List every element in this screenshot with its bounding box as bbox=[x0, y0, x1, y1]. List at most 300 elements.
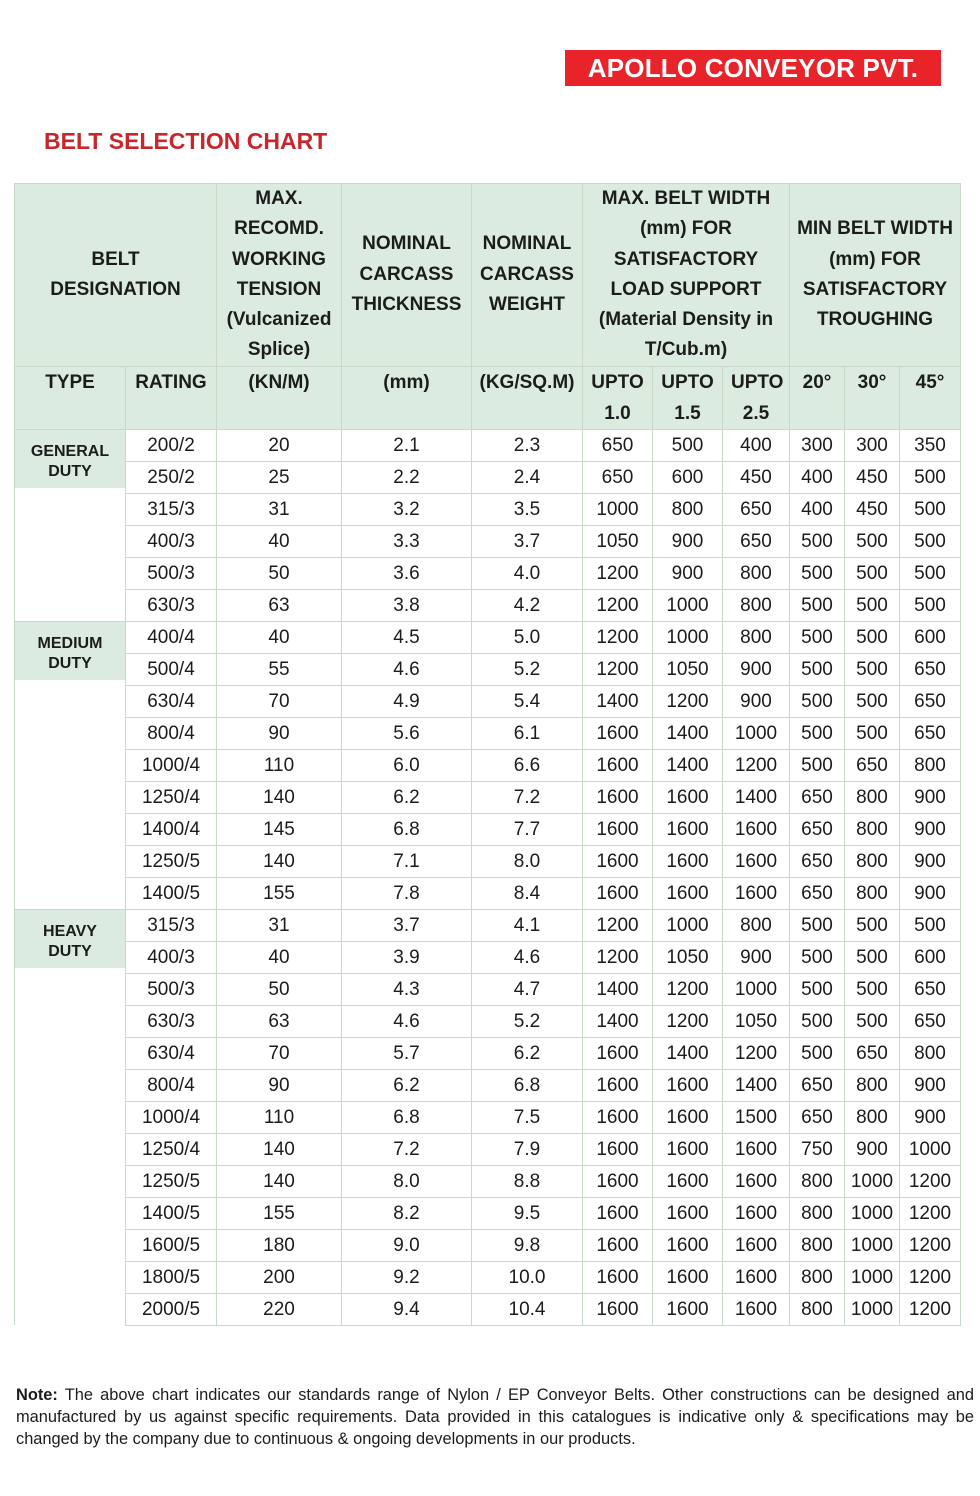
min-width-20-cell: 500 bbox=[790, 589, 845, 621]
min-width-30-cell: 500 bbox=[845, 973, 900, 1005]
width-upto-2-5-cell: 1600 bbox=[723, 1229, 790, 1261]
min-width-20-cell: 500 bbox=[790, 557, 845, 589]
min-width-45-cell: 900 bbox=[900, 845, 961, 877]
width-upto-2-5-cell: 900 bbox=[723, 941, 790, 973]
min-width-20-cell: 800 bbox=[790, 1197, 845, 1229]
width-upto-2-5-cell: 1600 bbox=[723, 845, 790, 877]
thickness-cell: 8.0 bbox=[342, 1165, 472, 1197]
thickness-cell: 3.8 bbox=[342, 589, 472, 621]
table-row bbox=[15, 941, 961, 973]
thickness-cell: 9.2 bbox=[342, 1261, 472, 1293]
note-text: The above chart indicates our standards range of Nylon / EP Conveyor Belts. Other constructions can be designed and manufactured by us against specific requirements. Data provided in this catalogues is indicative only & specifications may be changed by the company due to continuous & ongoing developments in our products. bbox=[16, 1386, 974, 1448]
weight-cell: 4.0 bbox=[472, 557, 583, 589]
width-upto-1-0-cell: 1400 bbox=[583, 685, 653, 717]
rating-cell: 1000/4 bbox=[126, 1101, 217, 1133]
min-width-30-cell: 500 bbox=[845, 621, 900, 653]
header-30-deg: 30° bbox=[845, 366, 900, 429]
table-row bbox=[15, 493, 961, 525]
duty-type-label: HEAVY DUTY bbox=[14, 910, 126, 968]
tension-cell: 50 bbox=[217, 973, 342, 1005]
min-width-20-cell: 500 bbox=[790, 717, 845, 749]
table-row bbox=[15, 1069, 961, 1101]
header-upto-1-0: UPTO 1.0 bbox=[583, 366, 653, 429]
type-cell bbox=[15, 909, 126, 1325]
min-width-30-cell: 300 bbox=[845, 429, 900, 461]
rating-cell: 630/4 bbox=[126, 1037, 217, 1069]
width-upto-1-0-cell: 1600 bbox=[583, 1229, 653, 1261]
width-upto-2-5-cell: 1600 bbox=[723, 1197, 790, 1229]
width-upto-1-5-cell: 1050 bbox=[653, 941, 723, 973]
rating-cell: 315/3 bbox=[126, 493, 217, 525]
weight-cell: 8.4 bbox=[472, 877, 583, 909]
width-upto-2-5-cell: 1600 bbox=[723, 813, 790, 845]
table-row bbox=[15, 813, 961, 845]
min-width-45-cell: 1200 bbox=[900, 1261, 961, 1293]
min-width-20-cell: 400 bbox=[790, 461, 845, 493]
rating-cell: 630/3 bbox=[126, 1005, 217, 1037]
min-width-45-cell: 650 bbox=[900, 717, 961, 749]
width-upto-1-0-cell: 1600 bbox=[583, 1133, 653, 1165]
tension-cell: 70 bbox=[217, 685, 342, 717]
table-row bbox=[15, 717, 961, 749]
min-width-20-cell: 650 bbox=[790, 877, 845, 909]
width-upto-1-5-cell: 1600 bbox=[653, 813, 723, 845]
table-row bbox=[15, 429, 961, 461]
header-working-tension: MAX. RECOMD. WORKING TENSION (Vulcanized Splice) bbox=[217, 184, 342, 367]
min-width-45-cell: 500 bbox=[900, 461, 961, 493]
width-upto-1-5-cell: 900 bbox=[653, 525, 723, 557]
header-carcass-thickness: NOMINAL CARCASS THICKNESS bbox=[342, 184, 472, 367]
rating-cell: 1250/4 bbox=[126, 1133, 217, 1165]
table-row bbox=[15, 1101, 961, 1133]
header-weight-unit: (KG/SQ.M) bbox=[472, 366, 583, 429]
tension-cell: 180 bbox=[217, 1229, 342, 1261]
thickness-cell: 4.9 bbox=[342, 685, 472, 717]
min-width-20-cell: 500 bbox=[790, 525, 845, 557]
min-width-30-cell: 800 bbox=[845, 1069, 900, 1101]
weight-cell: 4.6 bbox=[472, 941, 583, 973]
rating-cell: 800/4 bbox=[126, 1069, 217, 1101]
duty-type-label: MEDIUM DUTY bbox=[14, 622, 126, 680]
min-width-20-cell: 800 bbox=[790, 1165, 845, 1197]
tension-cell: 155 bbox=[217, 877, 342, 909]
thickness-cell: 4.6 bbox=[342, 653, 472, 685]
header-tension-unit: (KN/M) bbox=[217, 366, 342, 429]
header-belt-designation: BELT DESIGNATION bbox=[15, 184, 217, 367]
width-upto-2-5-cell: 1600 bbox=[723, 1133, 790, 1165]
table-row bbox=[15, 909, 961, 941]
min-width-30-cell: 500 bbox=[845, 685, 900, 717]
min-width-45-cell: 900 bbox=[900, 877, 961, 909]
thickness-cell: 2.1 bbox=[342, 429, 472, 461]
header-45-deg: 45° bbox=[900, 366, 961, 429]
width-upto-1-0-cell: 1600 bbox=[583, 877, 653, 909]
table-row bbox=[15, 877, 961, 909]
width-upto-1-5-cell: 1600 bbox=[653, 781, 723, 813]
width-upto-1-0-cell: 650 bbox=[583, 429, 653, 461]
width-upto-1-0-cell: 1000 bbox=[583, 493, 653, 525]
min-width-20-cell: 500 bbox=[790, 973, 845, 1005]
rating-cell: 630/4 bbox=[126, 685, 217, 717]
table-row bbox=[15, 589, 961, 621]
width-upto-1-5-cell: 500 bbox=[653, 429, 723, 461]
thickness-cell: 6.0 bbox=[342, 749, 472, 781]
width-upto-2-5-cell: 800 bbox=[723, 621, 790, 653]
min-width-45-cell: 650 bbox=[900, 653, 961, 685]
min-width-20-cell: 800 bbox=[790, 1261, 845, 1293]
tension-cell: 155 bbox=[217, 1197, 342, 1229]
min-width-20-cell: 500 bbox=[790, 685, 845, 717]
width-upto-1-0-cell: 1600 bbox=[583, 1069, 653, 1101]
weight-cell: 7.5 bbox=[472, 1101, 583, 1133]
width-upto-2-5-cell: 1000 bbox=[723, 717, 790, 749]
min-width-20-cell: 500 bbox=[790, 749, 845, 781]
min-width-45-cell: 500 bbox=[900, 493, 961, 525]
rating-cell: 1000/4 bbox=[126, 749, 217, 781]
width-upto-2-5-cell: 1050 bbox=[723, 1005, 790, 1037]
weight-cell: 5.0 bbox=[472, 621, 583, 653]
min-width-20-cell: 750 bbox=[790, 1133, 845, 1165]
rating-cell: 1250/4 bbox=[126, 781, 217, 813]
min-width-20-cell: 500 bbox=[790, 941, 845, 973]
header-20-deg: 20° bbox=[790, 366, 845, 429]
width-upto-1-0-cell: 1600 bbox=[583, 1101, 653, 1133]
type-cell bbox=[15, 429, 126, 621]
page-title: BELT SELECTION CHART bbox=[44, 128, 328, 154]
min-width-20-cell: 650 bbox=[790, 781, 845, 813]
tension-cell: 31 bbox=[217, 493, 342, 525]
rating-cell: 500/4 bbox=[126, 653, 217, 685]
header-upto-1-5: UPTO 1.5 bbox=[653, 366, 723, 429]
width-upto-1-5-cell: 1600 bbox=[653, 1133, 723, 1165]
thickness-cell: 7.1 bbox=[342, 845, 472, 877]
thickness-cell: 5.7 bbox=[342, 1037, 472, 1069]
min-width-30-cell: 650 bbox=[845, 1037, 900, 1069]
width-upto-1-0-cell: 1600 bbox=[583, 1293, 653, 1325]
width-upto-1-0-cell: 1200 bbox=[583, 589, 653, 621]
width-upto-2-5-cell: 1400 bbox=[723, 1069, 790, 1101]
width-upto-1-5-cell: 900 bbox=[653, 557, 723, 589]
rating-cell: 315/3 bbox=[126, 909, 217, 941]
width-upto-1-0-cell: 1600 bbox=[583, 717, 653, 749]
min-width-20-cell: 800 bbox=[790, 1293, 845, 1325]
weight-cell: 10.0 bbox=[472, 1261, 583, 1293]
thickness-cell: 6.8 bbox=[342, 1101, 472, 1133]
rating-cell: 2000/5 bbox=[126, 1293, 217, 1325]
header-max-belt-width: MAX. BELT WIDTH (mm) FOR SATISFACTORY LOAD SUPPORT (Material Density in T/Cub.m) bbox=[583, 184, 790, 367]
width-upto-2-5-cell: 450 bbox=[723, 461, 790, 493]
min-width-20-cell: 400 bbox=[790, 493, 845, 525]
min-width-30-cell: 1000 bbox=[845, 1293, 900, 1325]
width-upto-1-0-cell: 1200 bbox=[583, 557, 653, 589]
min-width-30-cell: 450 bbox=[845, 493, 900, 525]
table-row bbox=[15, 653, 961, 685]
min-width-45-cell: 350 bbox=[900, 429, 961, 461]
weight-cell: 3.7 bbox=[472, 525, 583, 557]
thickness-cell: 4.3 bbox=[342, 973, 472, 1005]
min-width-30-cell: 1000 bbox=[845, 1165, 900, 1197]
width-upto-1-5-cell: 1600 bbox=[653, 1293, 723, 1325]
min-width-30-cell: 500 bbox=[845, 941, 900, 973]
width-upto-2-5-cell: 1200 bbox=[723, 1037, 790, 1069]
width-upto-1-0-cell: 1200 bbox=[583, 941, 653, 973]
min-width-45-cell: 900 bbox=[900, 813, 961, 845]
min-width-30-cell: 900 bbox=[845, 1133, 900, 1165]
rating-cell: 1600/5 bbox=[126, 1229, 217, 1261]
tension-cell: 63 bbox=[217, 1005, 342, 1037]
weight-cell: 2.3 bbox=[472, 429, 583, 461]
weight-cell: 2.4 bbox=[472, 461, 583, 493]
width-upto-1-0-cell: 1600 bbox=[583, 1261, 653, 1293]
tension-cell: 90 bbox=[217, 717, 342, 749]
tension-cell: 110 bbox=[217, 1101, 342, 1133]
min-width-30-cell: 500 bbox=[845, 909, 900, 941]
tension-cell: 40 bbox=[217, 621, 342, 653]
tension-cell: 63 bbox=[217, 589, 342, 621]
min-width-20-cell: 650 bbox=[790, 1069, 845, 1101]
min-width-30-cell: 500 bbox=[845, 717, 900, 749]
tension-cell: 220 bbox=[217, 1293, 342, 1325]
weight-cell: 5.2 bbox=[472, 1005, 583, 1037]
width-upto-2-5-cell: 900 bbox=[723, 653, 790, 685]
min-width-30-cell: 500 bbox=[845, 589, 900, 621]
width-upto-1-0-cell: 1600 bbox=[583, 813, 653, 845]
width-upto-1-5-cell: 1600 bbox=[653, 1069, 723, 1101]
tension-cell: 140 bbox=[217, 1133, 342, 1165]
min-width-45-cell: 500 bbox=[900, 525, 961, 557]
table-row bbox=[15, 525, 961, 557]
width-upto-1-0-cell: 1400 bbox=[583, 973, 653, 1005]
width-upto-1-5-cell: 1000 bbox=[653, 621, 723, 653]
min-width-45-cell: 650 bbox=[900, 685, 961, 717]
thickness-cell: 9.4 bbox=[342, 1293, 472, 1325]
tension-cell: 55 bbox=[217, 653, 342, 685]
duty-type-label: GENERAL DUTY bbox=[14, 430, 126, 488]
min-width-30-cell: 650 bbox=[845, 749, 900, 781]
tension-cell: 31 bbox=[217, 909, 342, 941]
min-width-45-cell: 900 bbox=[900, 1101, 961, 1133]
thickness-cell: 6.2 bbox=[342, 1069, 472, 1101]
tension-cell: 110 bbox=[217, 749, 342, 781]
width-upto-1-5-cell: 1600 bbox=[653, 1101, 723, 1133]
width-upto-1-5-cell: 1200 bbox=[653, 1005, 723, 1037]
weight-cell: 7.7 bbox=[472, 813, 583, 845]
width-upto-1-5-cell: 1400 bbox=[653, 749, 723, 781]
weight-cell: 7.2 bbox=[472, 781, 583, 813]
width-upto-1-5-cell: 1600 bbox=[653, 1261, 723, 1293]
type-cell bbox=[15, 621, 126, 909]
min-width-45-cell: 650 bbox=[900, 1005, 961, 1037]
thickness-cell: 5.6 bbox=[342, 717, 472, 749]
weight-cell: 6.6 bbox=[472, 749, 583, 781]
width-upto-1-5-cell: 1400 bbox=[653, 717, 723, 749]
min-width-30-cell: 1000 bbox=[845, 1261, 900, 1293]
width-upto-1-0-cell: 1050 bbox=[583, 525, 653, 557]
width-upto-2-5-cell: 650 bbox=[723, 525, 790, 557]
width-upto-2-5-cell: 900 bbox=[723, 685, 790, 717]
company-name-banner: APOLLO CONVEYOR PVT. LTD. bbox=[565, 50, 941, 86]
width-upto-1-0-cell: 1200 bbox=[583, 909, 653, 941]
table-row bbox=[15, 621, 961, 653]
rating-cell: 1400/5 bbox=[126, 1197, 217, 1229]
width-upto-1-5-cell: 1200 bbox=[653, 973, 723, 1005]
rating-cell: 400/3 bbox=[126, 941, 217, 973]
table-body bbox=[15, 429, 961, 1325]
width-upto-1-5-cell: 1600 bbox=[653, 1165, 723, 1197]
width-upto-1-0-cell: 1200 bbox=[583, 621, 653, 653]
width-upto-1-5-cell: 1600 bbox=[653, 1197, 723, 1229]
width-upto-2-5-cell: 400 bbox=[723, 429, 790, 461]
min-width-30-cell: 500 bbox=[845, 525, 900, 557]
header-min-belt-width: MIN BELT WIDTH (mm) FOR SATISFACTORY TROUGHING bbox=[790, 184, 961, 367]
weight-cell: 9.8 bbox=[472, 1229, 583, 1261]
table-row bbox=[15, 1261, 961, 1293]
tension-cell: 50 bbox=[217, 557, 342, 589]
tension-cell: 140 bbox=[217, 1165, 342, 1197]
min-width-20-cell: 500 bbox=[790, 909, 845, 941]
width-upto-1-5-cell: 1600 bbox=[653, 845, 723, 877]
width-upto-1-5-cell: 1400 bbox=[653, 1037, 723, 1069]
min-width-45-cell: 800 bbox=[900, 1037, 961, 1069]
table-row bbox=[15, 1165, 961, 1197]
width-upto-2-5-cell: 800 bbox=[723, 589, 790, 621]
weight-cell: 5.2 bbox=[472, 653, 583, 685]
min-width-20-cell: 650 bbox=[790, 813, 845, 845]
rating-cell: 1400/5 bbox=[126, 877, 217, 909]
rating-cell: 200/2 bbox=[126, 429, 217, 461]
min-width-30-cell: 500 bbox=[845, 557, 900, 589]
min-width-45-cell: 500 bbox=[900, 557, 961, 589]
min-width-30-cell: 450 bbox=[845, 461, 900, 493]
width-upto-1-0-cell: 1400 bbox=[583, 1005, 653, 1037]
thickness-cell: 3.2 bbox=[342, 493, 472, 525]
tension-cell: 90 bbox=[217, 1069, 342, 1101]
width-upto-2-5-cell: 1000 bbox=[723, 973, 790, 1005]
min-width-45-cell: 500 bbox=[900, 909, 961, 941]
table-row bbox=[15, 1037, 961, 1069]
rating-cell: 250/2 bbox=[126, 461, 217, 493]
weight-cell: 4.2 bbox=[472, 589, 583, 621]
width-upto-1-5-cell: 1000 bbox=[653, 909, 723, 941]
min-width-45-cell: 900 bbox=[900, 1069, 961, 1101]
header-carcass-weight: NOMINAL CARCASS WEIGHT bbox=[472, 184, 583, 367]
min-width-45-cell: 1200 bbox=[900, 1165, 961, 1197]
min-width-45-cell: 1200 bbox=[900, 1293, 961, 1325]
weight-cell: 6.1 bbox=[472, 717, 583, 749]
min-width-30-cell: 1000 bbox=[845, 1229, 900, 1261]
table-row bbox=[15, 685, 961, 717]
tension-cell: 25 bbox=[217, 461, 342, 493]
width-upto-1-0-cell: 1600 bbox=[583, 1197, 653, 1229]
thickness-cell: 3.3 bbox=[342, 525, 472, 557]
width-upto-2-5-cell: 650 bbox=[723, 493, 790, 525]
width-upto-1-0-cell: 1600 bbox=[583, 781, 653, 813]
min-width-45-cell: 650 bbox=[900, 973, 961, 1005]
weight-cell: 9.5 bbox=[472, 1197, 583, 1229]
width-upto-2-5-cell: 800 bbox=[723, 557, 790, 589]
min-width-20-cell: 650 bbox=[790, 1101, 845, 1133]
width-upto-2-5-cell: 1600 bbox=[723, 1293, 790, 1325]
rating-cell: 400/4 bbox=[126, 621, 217, 653]
thickness-cell: 3.7 bbox=[342, 909, 472, 941]
rating-cell: 800/4 bbox=[126, 717, 217, 749]
thickness-cell: 4.5 bbox=[342, 621, 472, 653]
thickness-cell: 6.2 bbox=[342, 781, 472, 813]
width-upto-1-5-cell: 600 bbox=[653, 461, 723, 493]
table-row bbox=[15, 1197, 961, 1229]
min-width-45-cell: 600 bbox=[900, 621, 961, 653]
width-upto-1-0-cell: 1600 bbox=[583, 1037, 653, 1069]
rating-cell: 630/3 bbox=[126, 589, 217, 621]
width-upto-2-5-cell: 1500 bbox=[723, 1101, 790, 1133]
width-upto-1-5-cell: 1050 bbox=[653, 653, 723, 685]
min-width-45-cell: 900 bbox=[900, 781, 961, 813]
width-upto-2-5-cell: 1400 bbox=[723, 781, 790, 813]
tension-cell: 145 bbox=[217, 813, 342, 845]
rating-cell: 500/3 bbox=[126, 557, 217, 589]
tension-cell: 40 bbox=[217, 941, 342, 973]
weight-cell: 6.2 bbox=[472, 1037, 583, 1069]
thickness-cell: 3.6 bbox=[342, 557, 472, 589]
note-label: Note: bbox=[16, 1386, 58, 1404]
tension-cell: 70 bbox=[217, 1037, 342, 1069]
rating-cell: 1250/5 bbox=[126, 1165, 217, 1197]
rating-cell: 500/3 bbox=[126, 973, 217, 1005]
thickness-cell: 7.2 bbox=[342, 1133, 472, 1165]
min-width-30-cell: 800 bbox=[845, 877, 900, 909]
table-row bbox=[15, 749, 961, 781]
width-upto-2-5-cell: 1600 bbox=[723, 1165, 790, 1197]
width-upto-1-5-cell: 1600 bbox=[653, 877, 723, 909]
weight-cell: 6.8 bbox=[472, 1069, 583, 1101]
table-row bbox=[15, 1005, 961, 1037]
weight-cell: 4.1 bbox=[472, 909, 583, 941]
min-width-30-cell: 800 bbox=[845, 813, 900, 845]
width-upto-1-5-cell: 800 bbox=[653, 493, 723, 525]
thickness-cell: 2.2 bbox=[342, 461, 472, 493]
weight-cell: 3.5 bbox=[472, 493, 583, 525]
min-width-20-cell: 650 bbox=[790, 845, 845, 877]
width-upto-1-5-cell: 1600 bbox=[653, 1229, 723, 1261]
rating-cell: 1400/4 bbox=[126, 813, 217, 845]
width-upto-1-0-cell: 1200 bbox=[583, 653, 653, 685]
min-width-45-cell: 1000 bbox=[900, 1133, 961, 1165]
header-thickness-unit: (mm) bbox=[342, 366, 472, 429]
width-upto-2-5-cell: 1200 bbox=[723, 749, 790, 781]
min-width-20-cell: 500 bbox=[790, 1037, 845, 1069]
table-row bbox=[15, 845, 961, 877]
min-width-30-cell: 500 bbox=[845, 1005, 900, 1037]
min-width-30-cell: 800 bbox=[845, 781, 900, 813]
thickness-cell: 8.2 bbox=[342, 1197, 472, 1229]
table-row bbox=[15, 781, 961, 813]
min-width-20-cell: 500 bbox=[790, 621, 845, 653]
tension-cell: 20 bbox=[217, 429, 342, 461]
rating-cell: 1800/5 bbox=[126, 1261, 217, 1293]
thickness-cell: 3.9 bbox=[342, 941, 472, 973]
width-upto-2-5-cell: 1600 bbox=[723, 877, 790, 909]
thickness-cell: 4.6 bbox=[342, 1005, 472, 1037]
min-width-30-cell: 800 bbox=[845, 845, 900, 877]
weight-cell: 8.8 bbox=[472, 1165, 583, 1197]
min-width-20-cell: 800 bbox=[790, 1229, 845, 1261]
min-width-20-cell: 500 bbox=[790, 1005, 845, 1037]
width-upto-1-5-cell: 1200 bbox=[653, 685, 723, 717]
table-row bbox=[15, 1229, 961, 1261]
header-upto-2-5: UPTO 2.5 bbox=[723, 366, 790, 429]
rating-cell: 400/3 bbox=[126, 525, 217, 557]
min-width-20-cell: 500 bbox=[790, 653, 845, 685]
